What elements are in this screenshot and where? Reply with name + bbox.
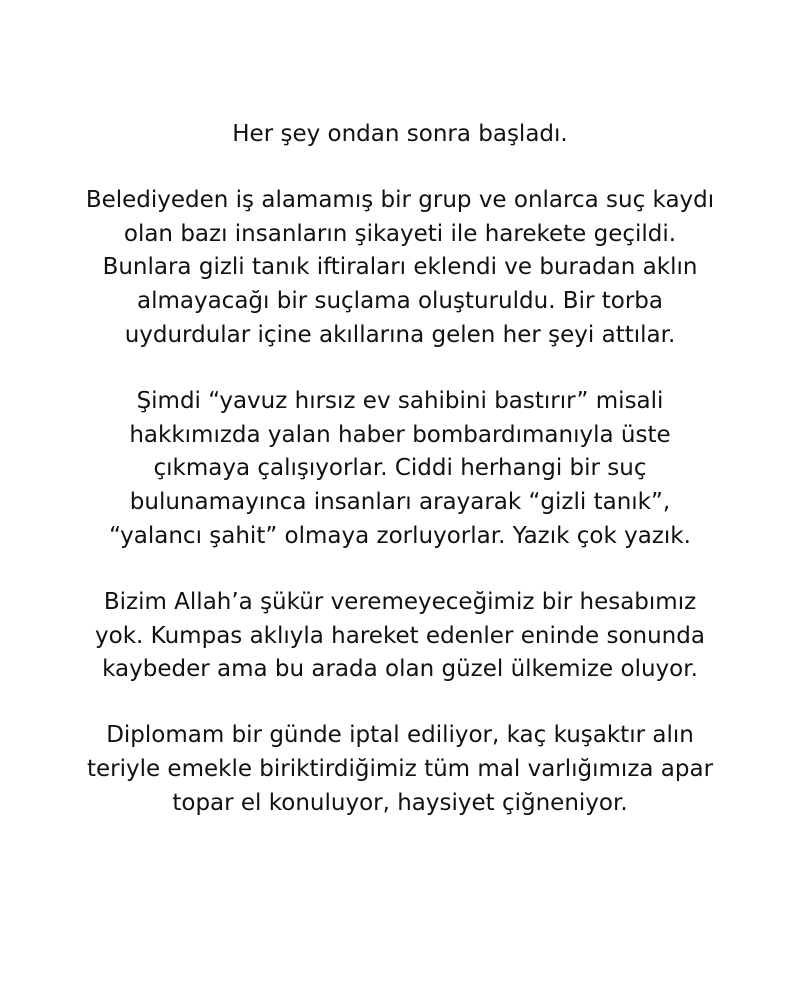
statement-text [50, 118, 750, 853]
text-line: yok. Kumpas aklıyla hareket edenler eninde sonunda [95, 622, 705, 649]
text-line: hakkımızda yalan haber bombardımanıyla üste [129, 421, 671, 448]
text-line: olan bazı insanların şikayeti ile harekete geçildi. [123, 220, 677, 247]
text-line: Şimdi “yavuz hırsız ev sahibini bastırır” misali [136, 387, 664, 414]
text-line: Belediyeden iş alamamış bir grup ve onlarca suç kaydı [85, 186, 715, 213]
text-line: bulunamayınca insanları arayarak “gizli tanık”, [129, 489, 671, 516]
paragraph-1 [50, 118, 750, 152]
text-line: Bunlara gizli tanık iftiraları eklendi ve buradan aklın [102, 254, 698, 281]
text-line: Diplomam bir günde iptal ediliyor, kaç kuşaktır alın [106, 722, 694, 749]
text-line: uydurdular içine akıllarına gelen her şeyi attılar. [124, 321, 676, 348]
text-line: Bizim Allah’a şükür veremeyeceğimiz bir hesabımız [103, 588, 697, 615]
text-line: topar el konuluyor, haysiyet çiğneniyor. [172, 789, 628, 816]
text-line: kaybeder ama bu arada olan güzel ülkemize oluyor. [102, 656, 698, 683]
text-line: teriyle emekle biriktirdiğimiz tüm mal varlığımıza apar [86, 755, 714, 782]
text-line: Her şey ondan sonra başladı. [232, 121, 568, 147]
paragraph-3 [50, 385, 750, 554]
paragraph-4 [50, 586, 750, 687]
text-line: almayacağı bir suçlama oluşturuldu. Bir torba [136, 288, 663, 315]
paragraph-5 [50, 719, 750, 820]
text-line: “yalancı şahit” olmaya zorluyorlar. Yazık çok yazık. [109, 522, 691, 549]
text-line: çıkmaya çalışıyorlar. Ciddi herhangi bir suç [153, 455, 647, 482]
paragraph-2 [50, 184, 750, 353]
